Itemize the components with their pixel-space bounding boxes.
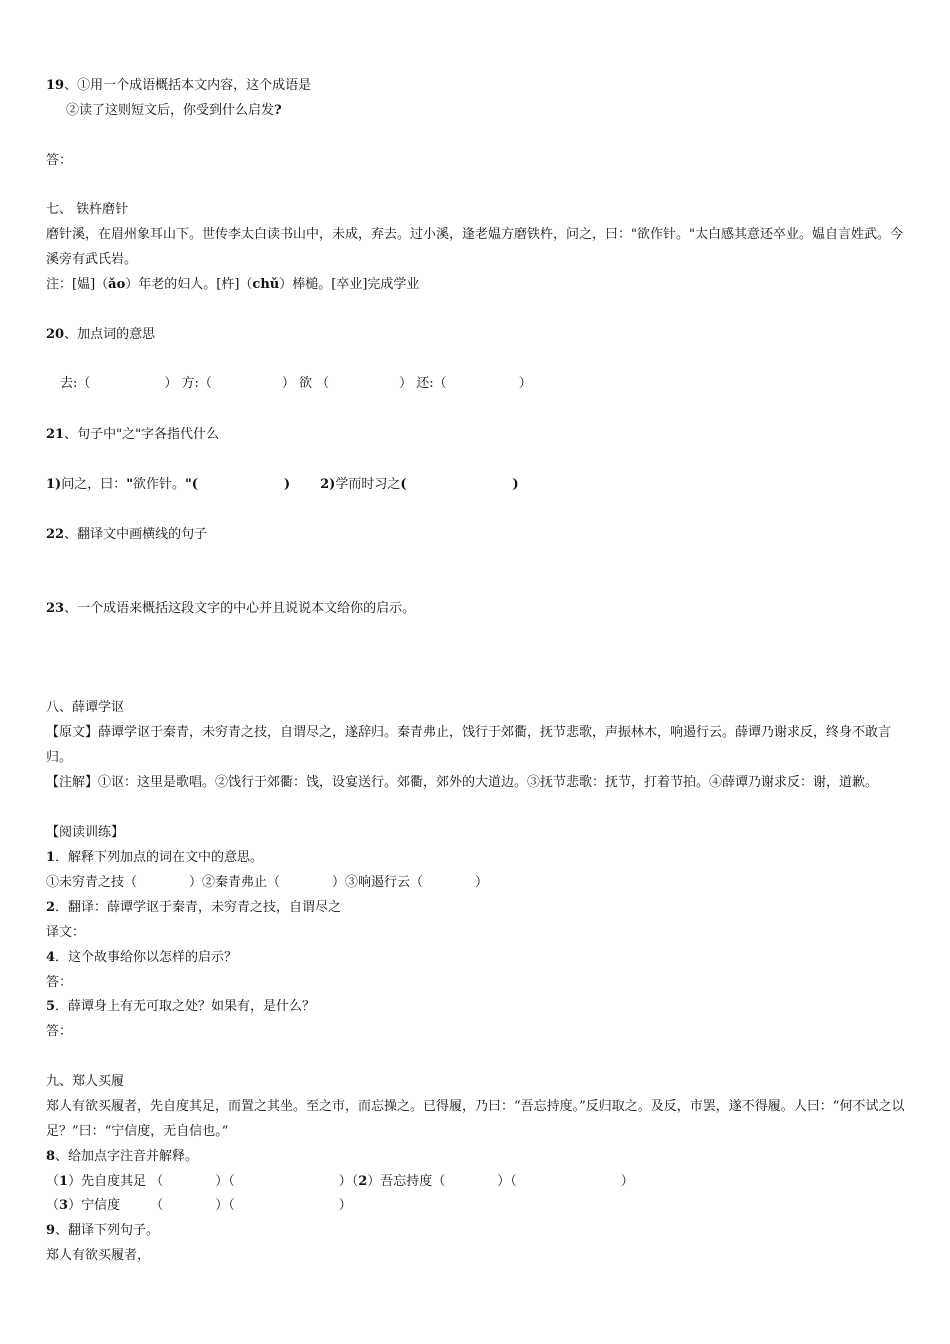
question-9-8-items-b (46, 1197, 910, 1215)
question-text: 、翻译文中画横线的句子 (64, 527, 208, 542)
training-heading: 【阅读训练】 (46, 825, 125, 840)
item-number: 1 (59, 1174, 69, 1189)
note-text: ）年老的妇人。[杵]（ (125, 277, 253, 292)
question-20-blanks (60, 375, 910, 393)
blank-label: 去:（ (60, 376, 91, 391)
question-9-8-items-a (46, 1173, 910, 1191)
question-20 (46, 326, 910, 344)
question-19-part1 (46, 77, 910, 95)
passage-7: 磨针溪，在眉州象耳山下。世传李太白读书山中，未成，弃去。过小溪，逢老媪方磨铁杵，问之，曰："欲作针。"太白感其意还卒业。媪自言姓武。今溪旁有武氏岩。 (46, 227, 903, 267)
question-text: 、一个成语来概括这段文字的中心并且说说本文给你的启示。 (64, 601, 416, 616)
question-22 (46, 526, 910, 544)
item-text: 问之，曰： (61, 477, 127, 492)
question-8-2 (46, 899, 910, 917)
item-number: 2 (358, 1174, 368, 1189)
note-text: 注：[媪]（ (46, 277, 109, 292)
notes-8: 【注解】①讴：这里是歌唱。②饯行于郊衢：饯，设宴送行。郊衢，郊外的大道边。③抚节悲歌：抚节，打着节拍。④薛谭乃谢求反：谢，道歉。 (46, 775, 879, 790)
item-text: 欲作针。 (133, 477, 186, 492)
question-9-9 (46, 1222, 910, 1240)
question-number: 20 (46, 327, 65, 342)
question-mark: ? (274, 103, 282, 118)
question-21 (46, 426, 910, 444)
paren: （ (46, 1174, 60, 1189)
quote-mark: "( (185, 477, 198, 492)
original-text-8: 【原文】薛谭学讴于秦青，未穷青之技，自谓尽之，遂辞归。秦青弗止，饯行于郊衢，抚节悲歌，声振林木，响遏行云。薛谭乃谢求反，终身不敢言归。 (46, 725, 892, 765)
question-19-part2 (66, 102, 910, 120)
paren: ) (283, 477, 291, 492)
paren: ) (512, 477, 519, 492)
blank-label: ） 欲 （ (281, 376, 330, 391)
question-number: 4 (46, 950, 56, 965)
paren: ( (400, 477, 407, 492)
question-text: 、给加点字注音并解释。 (55, 1149, 199, 1164)
answer-label: 答： (46, 1024, 73, 1039)
blank-label: ） 方:（ (164, 376, 212, 391)
question-text: ．翻译：薛谭学讴于秦青，未穷青之技，自谓尽之 (55, 900, 342, 915)
item-text: ）先自度其足 （ ）（ ）（ (68, 1174, 359, 1189)
question-text: ．薛谭身上有无可取之处？如果有，是什么？ (55, 999, 316, 1014)
answer-label: 答： (46, 153, 73, 168)
question-number: 19 (46, 78, 65, 93)
question-text: ．解释下列加点的词在文中的意思。 (55, 850, 264, 865)
question-23 (46, 600, 910, 618)
question-8-1-items: ①未穷青之技（ ）②秦青弗止（ ）③响遏行云（ ） (46, 875, 489, 890)
question-text: ②读了这则短文后，你受到什么启发 (66, 103, 275, 118)
item-text: 学而时习之 (335, 477, 401, 492)
question-9-8 (46, 1148, 910, 1166)
question-text: 、①用一个成语概括本文内容，这个成语是 (64, 78, 312, 93)
quote-mark: " (126, 477, 133, 492)
blank-label: ） (518, 376, 532, 391)
item-number: 1) (46, 477, 62, 492)
notes-7 (46, 276, 910, 294)
paren: （ (46, 1198, 60, 1213)
item-number: 2) (320, 477, 336, 492)
question-number: 22 (46, 527, 65, 542)
pinyin: chǔ (252, 277, 280, 292)
question-text: 、翻译下列句子。 (55, 1223, 160, 1238)
question-number: 9 (46, 1223, 56, 1238)
question-text: ．这个故事给你以怎样的启示？ (55, 950, 238, 965)
answer-label: 答： (46, 975, 73, 990)
question-21-items (46, 476, 910, 494)
question-number: 21 (46, 427, 65, 442)
question-8-4 (46, 949, 910, 967)
section-heading-9: 九、郑人买履 (46, 1074, 125, 1089)
question-number: 5 (46, 999, 56, 1014)
question-number: 2 (46, 900, 56, 915)
item-text: ）宁信度 （ ）（ ） (68, 1198, 352, 1213)
translation-label: 译文： (46, 925, 86, 940)
pinyin: ǎo (108, 277, 126, 292)
question-number: 23 (46, 601, 65, 616)
note-text: ）棒槌。[卒业]完成学业 (279, 277, 420, 292)
section-heading-8: 八、薛谭学讴 (46, 700, 125, 715)
question-text: 、句子中"之"字各指代什么 (64, 427, 220, 442)
question-number: 8 (46, 1149, 56, 1164)
item-number: 3 (59, 1198, 69, 1213)
question-number: 1 (46, 850, 56, 865)
section-heading-7: 七、 铁杵磨针 (46, 202, 129, 217)
blank-label: ） 还:（ (399, 376, 447, 391)
question-8-5 (46, 998, 910, 1016)
question-8-1 (46, 849, 910, 867)
item-text: ）吾忘持度（ ）（ ） (367, 1174, 634, 1189)
passage-9: 郑人有欲买履者，先自度其足，而置之其坐。至之市，而忘操之。已得履，乃曰：“吾忘持度。”反归取之。及反，市罢，遂不得履。人曰：“何不试之以足？”曰：“宁信度，无自信也。” (46, 1099, 905, 1139)
sentence-to-translate: 郑人有欲买履者， (46, 1248, 151, 1263)
question-text: 、加点词的意思 (64, 327, 156, 342)
